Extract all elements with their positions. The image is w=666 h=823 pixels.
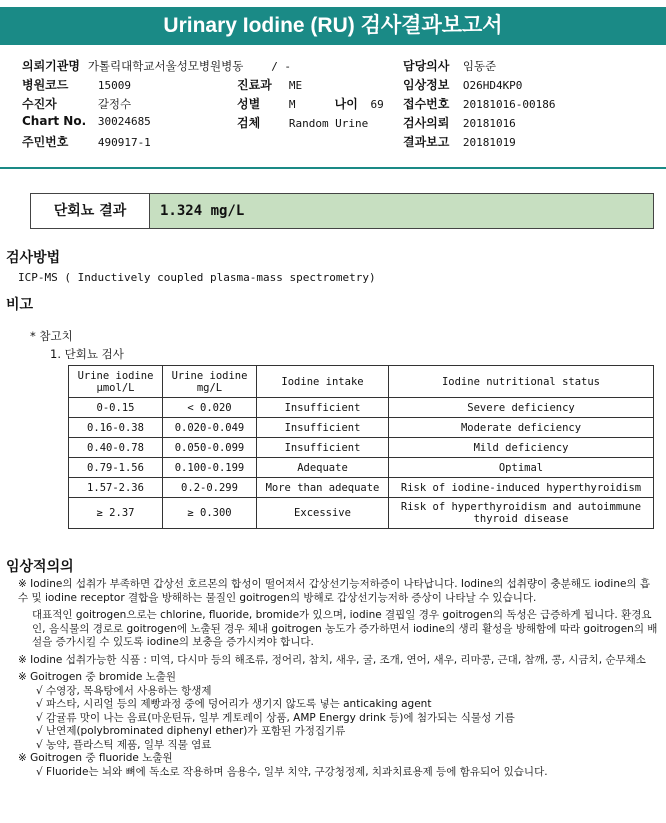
result-label: 단회뇨 결과 [31,194,150,228]
cell-status: Optimal [389,458,654,478]
cell-umol: 0.16-0.38 [69,418,163,438]
receipt-no-value: 20181016-00186 [462,98,556,111]
chart-no-row [22,114,151,128]
clinical-paragraph-2: 대표적인 goitrogen으로는 chlorine, fluoride, bromide가 있으며, iodine 결핍일 경우 goitrogen의 독성은 급증하게 됩니다. 환경요인, 음식물의 경로로 goitrogen에 노출된 경우 체내 goitrogen 농도가 증가하면서 iodine의 생리 활성을 방해함에 따라 goitrogen의 배설을 증가시킬 수 있도록 iodine의 보충을 증가시켜야 합니다. [32,609,658,648]
cell-umol: 0.79-1.56 [69,458,163,478]
chart-no-value: 30024685 [97,115,151,128]
cell-mg: < 0.020 [163,398,257,418]
sex-value: M [288,98,296,111]
table-row [69,498,654,529]
reference-label: * 참고치 [30,329,73,343]
patient-label: 수진자 [22,97,57,111]
header-status: Iodine nutritional status [389,366,654,398]
method-heading: 검사방법 [6,250,61,266]
specimen-row [237,114,368,131]
cell-status: Mild deficiency [389,438,654,458]
clinical-info-row [403,76,522,93]
header-intake: Iodine intake [257,366,389,398]
fluoride-heading: ※ Goitrogen 중 fluoride 노출원 [18,752,173,764]
reference-table [68,365,654,529]
cell-umol: 1.57-2.36 [69,478,163,498]
cell-mg: 0.050-0.099 [163,438,257,458]
reference-sub-label: 1. 단회뇨 검사 [50,347,124,361]
table-row [69,398,654,418]
request-date-label: 검사의뢰 [403,116,450,130]
request-date-row [403,114,516,131]
table-row [69,458,654,478]
cell-status: Severe deficiency [389,398,654,418]
hospital-code-label: 병원코드 [22,78,69,92]
bromide-heading: ※ Goitrogen 중 bromide 노출원 [18,671,177,683]
bromide-item: √ 농약, 플라스틱 제품, 일부 직물 염료 [36,738,212,751]
remarks-heading: 비고 [6,297,34,313]
sex-age-row [237,95,384,112]
cell-status: Moderate deficiency [389,418,654,438]
table-row [69,478,654,498]
cell-status: Risk of hyperthyroidism and autoimmune thyroid disease [389,498,654,529]
resident-no-label: 주민번호 [22,135,69,149]
cell-mg: 0.020-0.049 [163,418,257,438]
patient-info-section [0,47,666,169]
department-value: ME [288,79,303,92]
specimen-value: Random Urine [288,117,369,130]
request-date-value: 20181016 [462,117,516,130]
report-title: Urinary Iodine (RU) 검사결과보고서 [0,7,666,45]
cell-mg: 0.2-0.299 [163,478,257,498]
chart-no-label: Chart No. [22,114,87,128]
table-row [69,418,654,438]
bromide-item: √ 파스타, 시리얼 등의 제빵과정 중에 덩어리가 생기지 않도록 넣는 anticaking agent [36,698,432,710]
age-value: 69 [370,98,384,111]
result-box [30,193,654,229]
report-date-label: 결과보고 [403,135,450,149]
bromide-item: √ 감귤류 맛이 나는 음료(마운틴듀, 일부 게토레이 상품, AMP Energy drink 등)에 첨가되는 식물성 기름 [36,711,515,724]
cell-intake: Adequate [257,458,389,478]
cell-intake: More than adequate [257,478,389,498]
food-sources: ※ Iodine 섭취가능한 식품 : 미역, 다시마 등의 해조류, 정어리, 참치, 새우, 굴, 조개, 연어, 새우, 리마콩, 근대, 참깨, 콩, 시금치, 순무채소 [18,653,646,666]
cell-intake: Insufficient [257,418,389,438]
resident-no-row [22,133,151,150]
table-row [69,438,654,458]
header-mg: Urine iodine mg/L [163,366,257,398]
cell-umol: 0-0.15 [69,398,163,418]
method-text: ICP-MS ( Inductively coupled plasma-mass spectrometry) [18,271,376,284]
cell-status: Risk of iodine-induced hyperthyroidism [389,478,654,498]
cell-mg: ≥ 0.300 [163,498,257,529]
specimen-label: 검체 [237,116,261,130]
cell-intake: Insufficient [257,438,389,458]
department-row [237,76,302,93]
doctor-value: 임동준 [462,59,497,73]
hospital-code-row [22,76,131,93]
department-label: 진료과 [237,78,272,92]
clinical-info-label: 임상정보 [403,78,450,92]
hospital-code-value: 15009 [97,79,131,92]
result-value: 1.324 mg/L [150,194,653,228]
institution-row [22,57,291,74]
resident-no-value: 490917-1 [97,136,151,149]
sex-label: 성별 [237,97,261,111]
cell-umol: ≥ 2.37 [69,498,163,529]
cell-umol: 0.40-0.78 [69,438,163,458]
ward-value: / - [271,60,292,73]
bromide-item: √ 난연제(polybrominated diphenyl ether)가 포함된 가정집기류 [36,725,346,737]
receipt-no-row [403,95,556,112]
doctor-row [403,57,496,74]
age-label: 나이 [334,97,358,111]
institution-label: 의뢰기관명 [22,59,80,73]
institution-value: 가톨릭대학교서울성모병원병동 [87,59,244,73]
cell-intake: Excessive [257,498,389,529]
clinical-body [18,578,658,779]
patient-row [22,95,131,112]
receipt-no-label: 접수번호 [403,97,450,111]
clinical-paragraph-1: ※ Iodine의 섭취가 부족하면 갑상선 호르몬의 합성이 떨어져서 갑상선기능저하증이 나타납니다. Iodine의 섭취량이 충분해도 iodine의 흡수 및 iodine receptor 결합을 방해하는 물질인 goitrogen의 방해로 갑상선기능저하 증상이 나타날 수 있습니다. [18,578,651,604]
patient-value: 갈정수 [97,97,132,111]
clinical-heading: 임상적의의 [6,559,74,575]
bromide-item: √ 수영장, 목욕탕에서 사용하는 항생제 [36,684,212,697]
header-umol: Urine iodine μmol/L [69,366,163,398]
report-date-row [403,133,516,150]
doctor-label: 담당의사 [403,59,450,73]
cell-mg: 0.100-0.199 [163,458,257,478]
cell-intake: Insufficient [257,398,389,418]
report-date-value: 20181019 [462,136,516,149]
clinical-info-value: O26HD4KP0 [462,79,523,92]
fluoride-item: √ Fluoride는 뇌와 뼈에 독소로 작용하며 음용수, 일부 치약, 구강청정제, 치과치료용제 등에 함유되어 있습니다. [36,765,548,778]
table-header-row [69,366,654,398]
